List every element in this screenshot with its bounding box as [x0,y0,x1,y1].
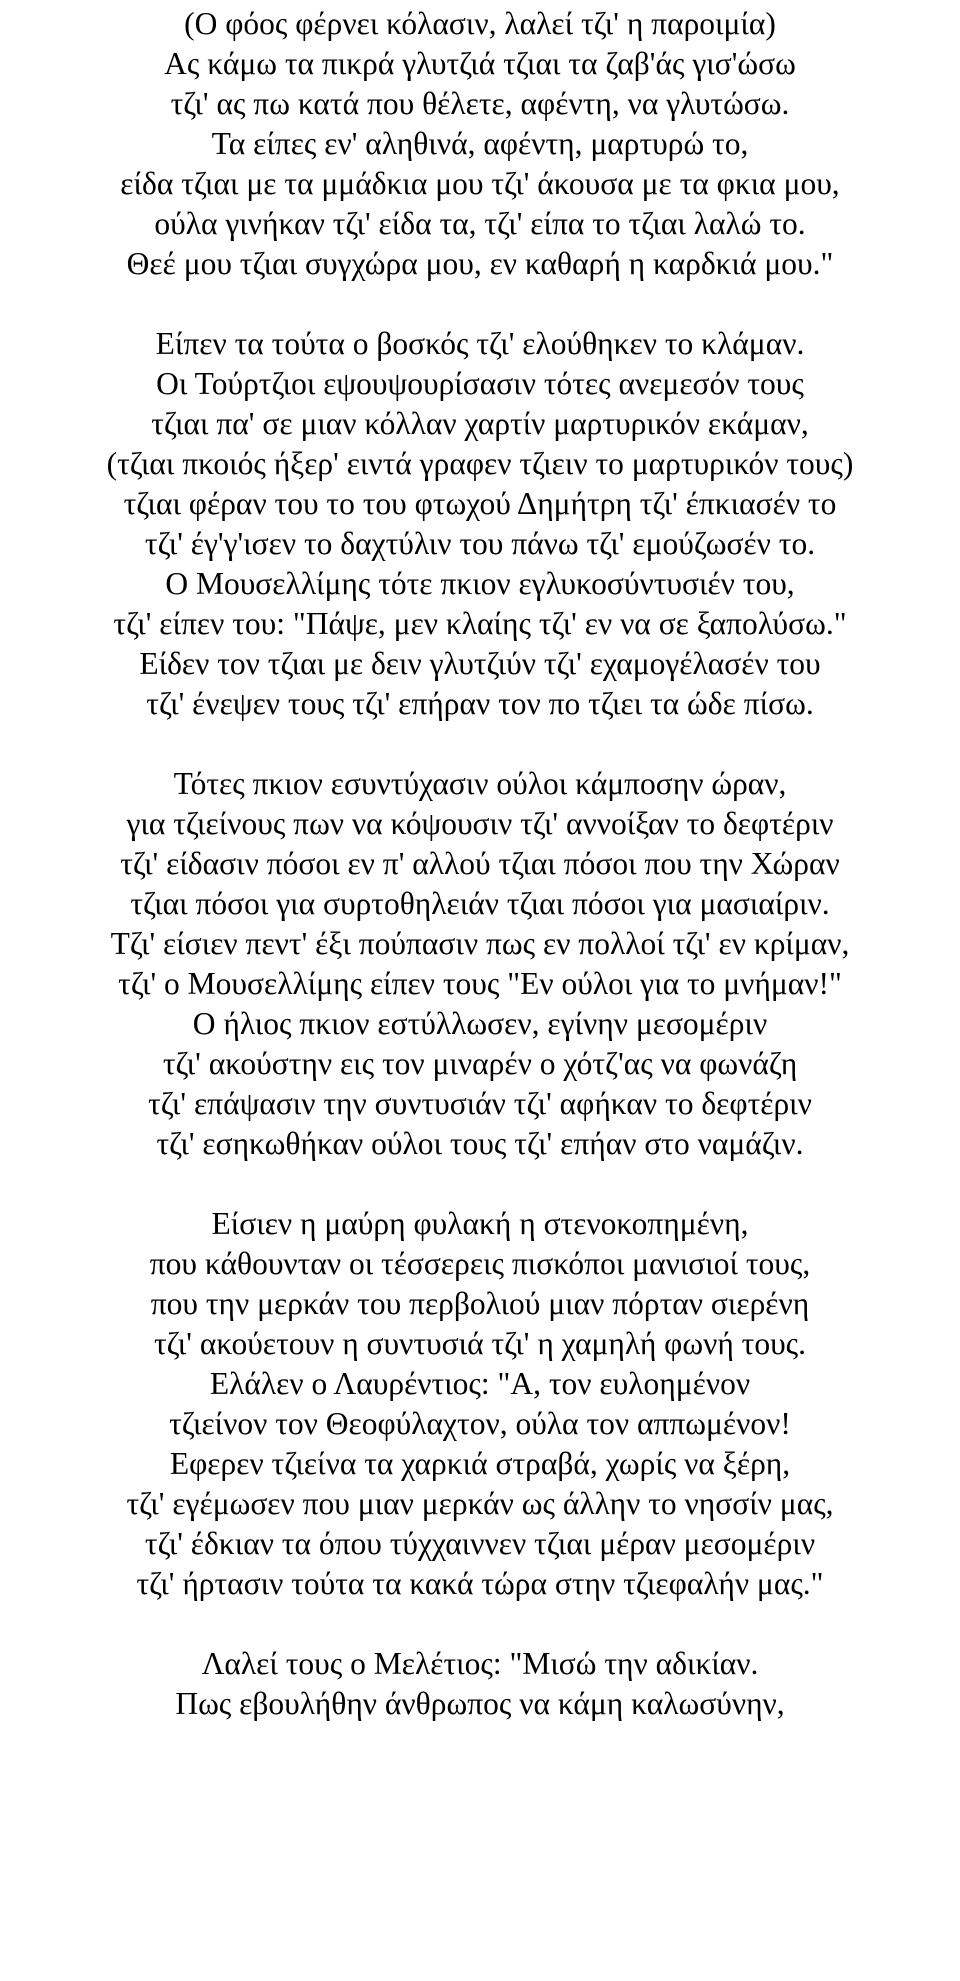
stanza-break [0,284,960,324]
poem-line: τζιαι πόσοι για συρτοθηλειάν τζιαι πόσοι για μασιαίριν. [130,886,830,921]
poem-line: Πως εβουλήθην άνθρωπος να κάμη καλωσύνην, [175,1686,785,1721]
poem-line: τζι' ένεψεν τους τζι' επήραν τον πο τζιει τα ώδε πίσω. [146,686,814,721]
poem-line: τζι' ακούετουν η συντυσιά τζι' η χαμηλή φωνή τους. [153,1326,807,1361]
poem-line: Οι Τούρτζιοι εψουψουρίσασιν τότες ανεμεσόν τους [156,366,804,401]
poem-line: τζι' ο Μουσελλίμης είπεν τους "Εν ούλοι για το μνήμαν!" [118,966,842,1001]
poem-line: τζι' είπεν του: "Πάψε, μεν κλαίης τζι' εν να σε ξαπολύσω." [113,606,847,641]
poem-line: είδα τζιαι με τα μμάδκια μου τζι' άκουσα με τα φκια μου, [120,166,840,201]
poem-line: τζιαι πα' σε μιαν κόλλαν χαρτίν μαρτυρικόν εκάμαν, [151,406,809,441]
poem-line: Τα είπες εν' αληθινά, αφέντη, μαρτυρώ το, [211,126,749,161]
poem-line: τζιείνον τον Θεοφύλαχτον, ούλα τον αππωμένον! [169,1406,791,1441]
stanza-4 [0,1204,960,1604]
stanza-break [0,724,960,764]
poem-line: τζι' έγ'γ'ισεν το δαχτύλιν του πάνω τζι' εμούζωσέν το. [144,526,816,561]
poem-line: Είσιεν η μαύρη φυλακή η στενοκοπημένη, [211,1206,749,1241]
poem-line: τζι' εγέμωσεν που μιαν μερκάν ως άλλην το νησσίν μας, [126,1486,834,1521]
stanza-break [0,1604,960,1644]
stanza-1 [0,4,960,284]
poem-line: Εφερεν τζιείνα τα χαρκιά στραβά, χωρίς να ξέρη, [169,1446,791,1481]
poem-line: τζι' ήρτασιν τούτα τα κακά τώρα στην τζιεφαλήν μας." [136,1566,824,1601]
poem-line: τζι' επάψασιν την συντυσιάν τζι' αφήκαν το δεφτέριν [148,1086,812,1121]
poem-line: Είδεν τον τζιαι με δειν γλυτζιύν τζι' εχαμογέλασέν του [139,646,821,681]
poem-line: Τζι' είσιεν πεντ' έξι πούπασιν πως εν πολλοί τζι' εν κρίμαν, [110,926,850,961]
poem-line: τζι' είδασιν πόσοι εν π' αλλού τζιαι πόσοι που την Χώραν [120,846,840,881]
stanza-3 [0,764,960,1164]
poem-line: που την μερκάν του περβολιού μιαν πόρταν σιερένη [150,1286,810,1321]
stanza-2 [0,324,960,724]
poem-line: ούλα γινήκαν τζι' είδα τα, τζι' είπα το τζιαι λαλώ το. [154,206,806,241]
poem-line: που κάθουνταν οι τέσσερεις πισκόποι μανισιοί τους, [149,1246,811,1281]
poem-line: τζι' έδκιαν τα όπου τύχχαιννεν τζιαι μέραν μεσομέριν [144,1526,816,1561]
poem-line: τζι' εσηκωθήκαν ούλοι τους τζι' επήαν στο ναμάζιν. [156,1126,804,1161]
poem-line: τζιαι φέραν του το του φτωχού Δημήτρη τζι' έπκιασέν το [123,486,837,521]
poem-line: Ελάλεν ο Λαυρέντιος: "Α, τον ευλοημένον [209,1366,751,1401]
poem-line: τζι' ας πω κατά που θέλετε, αφέντη, να γλυτώσω. [170,86,790,121]
poem-line: για τζιείνους πων να κόψουσιν τζι' αννοίξαν το δεφτέριν [126,806,834,841]
poem-line: Θεέ μου τζιαι συγχώρα μου, εν καθαρή η καρδκιά μου." [126,246,834,281]
poem-line: Ο ήλιος πκιον εστύλλωσεν, εγίνην μεσομέριν [192,1006,768,1041]
stanza-break [0,1164,960,1204]
poem-line: Τότες πκιον εσυντύχασιν ούλοι κάμποσην ώραν, [173,766,787,801]
poem-line: (τζιαι πκοιός ήξερ' ειντά γραφεν τζιειν το μαρτυρικόν τους) [106,446,854,481]
poem-line: Λαλεί τους ο Μελέτιος: "Μισώ την αδικίαν. [201,1646,759,1681]
poem-line: (Ο φόος φέρνει κόλασιν, λαλεί τζι' η παροιμία) [184,6,776,41]
stanza-5 [0,1644,960,1724]
poem-line: τζι' ακούστην εις τον μιναρέν ο χότζ'ας να φωνάζη [162,1046,798,1081]
poem-line: Είπεν τα τούτα ο βοσκός τζι' ελούθηκεν το κλάμαν. [155,326,805,361]
poem-line: Ο Μουσελλίμης τότε πκιον εγλυκοσύντυσιέν του, [165,566,795,601]
poem-line: Ας κάμω τα πικρά γλυτζιά τζιαι τα ζαβ'άς γισ'ώσω [164,46,796,81]
